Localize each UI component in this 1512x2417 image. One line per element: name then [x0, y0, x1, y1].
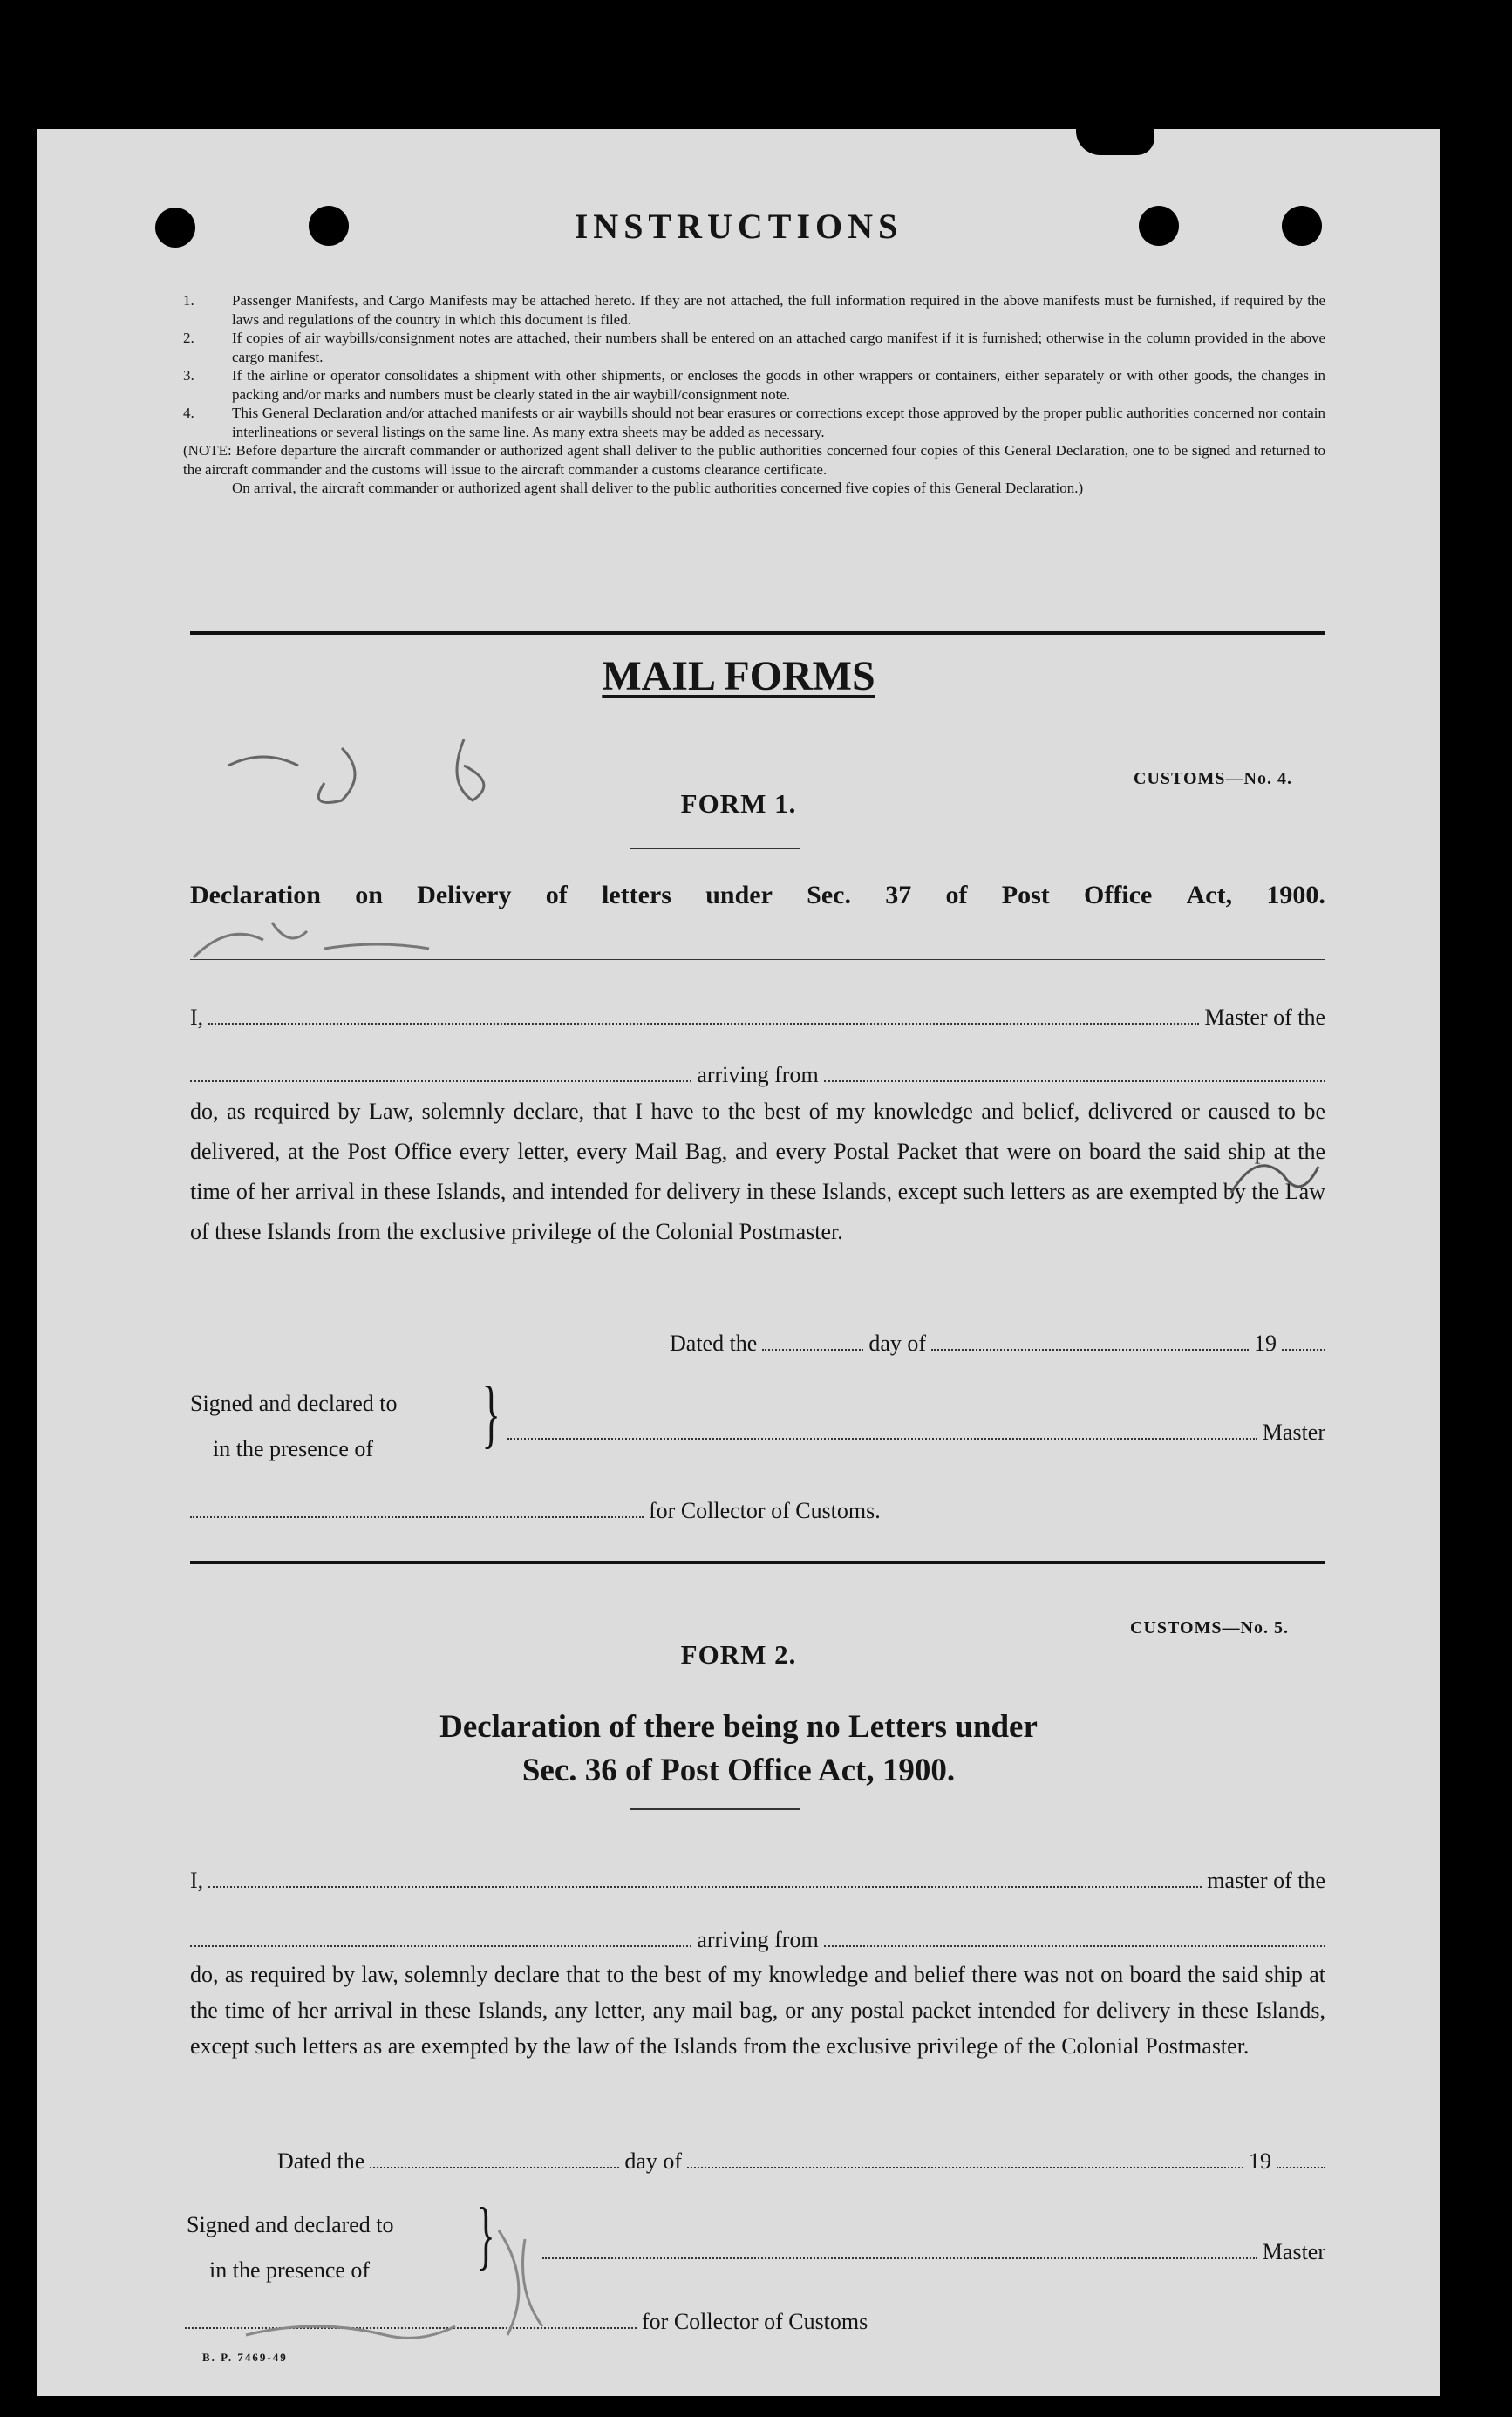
form2-heading-line2: Sec. 36 of Post Office Act, 1900. — [521, 1753, 956, 1788]
form1-collector-line — [190, 1498, 975, 1524]
handwriting-scribble — [211, 2213, 577, 2361]
heading-word: 1900. — [1266, 881, 1325, 909]
arriving-from-label: arriving from — [697, 1062, 819, 1087]
heading-word: of — [545, 881, 568, 909]
instruction-item — [183, 291, 1325, 329]
instruction-note-continued: On arrival, the aircraft commander or authorized agent shall deliver to the public authorities concerned five copies of this General Declaration.) — [232, 480, 1084, 496]
collector-label: for Collector of Customs — [642, 2309, 868, 2334]
heading-word: Office — [1084, 881, 1153, 909]
master-label: Master — [1262, 2239, 1325, 2264]
instruction-note: (NOTE: Before departure the aircraft commander or authorized agent shall deliver to the public authorities concerned four copies of this General Declaration, one to be signed and returned to the aircraft commander and the customs will issue to the aircraft commander a customs clearance certificate. — [183, 442, 1325, 478]
form2-title-rule — [630, 1808, 800, 1810]
origin-blank[interactable] — [824, 1928, 1325, 1947]
form1-dated-line — [670, 1331, 1325, 1357]
torn-corner — [1076, 129, 1154, 155]
instruction-item — [183, 329, 1325, 366]
master-of-the-label: Master of the — [1204, 1004, 1325, 1030]
mail-forms-title: MAIL FORMS — [602, 653, 875, 699]
master-label: Master — [1262, 1420, 1325, 1445]
document-page — [37, 129, 1440, 2396]
instruction-item — [183, 404, 1325, 441]
heading-word: under — [705, 881, 773, 909]
signed-label-line2: in the presence of — [209, 2257, 371, 2283]
form1-declaration-body: do, as required by Law, solemnly declare, that I have to the best of my knowledge and belief, delivered or caused to be delivered, at the Post Office every letter, every Mail Bag, and every Postal Packet that were on board the said ship at the time of her arrival in these Islands, and intended for delivery in these Islands, except such letters as are exempted by the Law of these Islands from the exclusive privilege of the Colonial Postmaster. — [190, 1099, 1325, 1244]
form1-arriving-line — [190, 1062, 1325, 1088]
month-blank[interactable] — [687, 2149, 1243, 2168]
heading-word: Act, — [1186, 881, 1233, 909]
form1-signed-label — [190, 1381, 398, 1472]
name-blank[interactable] — [208, 1869, 1202, 1888]
form2-title: FORM 2. — [680, 1639, 797, 1670]
arriving-from-label: arriving from — [697, 1927, 819, 1952]
handwriting-scribble — [176, 731, 577, 992]
instruction-item — [183, 366, 1325, 404]
instruction-number: 3. — [183, 367, 194, 384]
collector-signature-blank[interactable] — [190, 1499, 644, 1518]
handwriting-scribble — [1223, 1140, 1327, 1210]
master-of-the-label: master of the — [1207, 1868, 1325, 1893]
day-blank[interactable] — [762, 1331, 863, 1351]
heading-word: Sec. — [807, 881, 851, 909]
i-label: I, — [190, 1868, 204, 1893]
instructions-list — [183, 291, 1325, 498]
heading-word: of — [945, 881, 968, 909]
origin-blank[interactable] — [824, 1063, 1325, 1082]
instruction-text: If the airline or operator consolidates a shipment with other shipments, or encloses the goods in other wrappers or containers, either separately or with other goods, the changes in packing and/or marks and numbers must be clearly stated in the air waybill/consignment note. — [232, 367, 1325, 403]
form2-master-line — [190, 1868, 1325, 1894]
form1-title: FORM 1. — [680, 788, 797, 819]
ship-name-blank[interactable] — [190, 1063, 691, 1082]
ship-name-blank[interactable] — [190, 1928, 691, 1947]
form2-heading-line1: Declaration of there being no Letters under — [439, 1709, 1038, 1745]
master-signature-blank[interactable] — [542, 2240, 1257, 2259]
instruction-number: 4. — [183, 405, 194, 421]
form1-brace: } — [481, 1372, 501, 1456]
day-of-label: day of — [868, 1331, 927, 1356]
i-label: I, — [190, 1004, 204, 1030]
instruction-text: This General Declaration and/or attached manifests or air waybills should not bear erasures or corrections except those approved by the proper public authorities concerned nor contain interlineations or several listings on the same line. As many extra sheets may be added as necessary. — [232, 405, 1325, 440]
form2-dated-line — [277, 2148, 1325, 2175]
signed-label-line1: Signed and declared to — [190, 1391, 398, 1416]
heading-word: Declaration — [190, 881, 321, 909]
section-divider — [190, 631, 1325, 635]
heading-word: on — [355, 881, 383, 909]
form2-brace: } — [476, 2193, 495, 2277]
form1-master-sign-line — [507, 1420, 1325, 1446]
instructions-title: INSTRUCTIONS — [574, 207, 903, 246]
form2-heading — [37, 1706, 1440, 1793]
instruction-text: Passenger Manifests, and Cargo Manifests may be attached hereto. If they are not attached, the full information required in the above manifests must be furnished, if required by the laws and regulations of the country in which this document is filed. — [232, 292, 1325, 328]
form2-declaration-body: do, as required by law, solemnly declare that to the best of my knowledge and belief there was not on board the said ship at the time of her arrival in these Islands, any letter, any mail bag, or any postal packet intended for delivery in these Islands, except such letters as are exempted by the law of the Islands from the exclusive privilege of the Colonial Postmaster. — [190, 1962, 1325, 2059]
signed-label-line2: in the presence of — [213, 1436, 374, 1461]
form-divider — [190, 1561, 1325, 1564]
form1-title-rule — [630, 848, 800, 849]
form2-customs-number: CUSTOMS—No. 5. — [1130, 1618, 1289, 1637]
day-blank[interactable] — [370, 2149, 619, 2168]
month-blank[interactable] — [931, 1331, 1249, 1351]
instruction-number: 2. — [183, 330, 194, 346]
year-blank[interactable] — [1277, 2149, 1325, 2168]
heading-word: Post — [1001, 881, 1050, 909]
form2-master-sign-line — [542, 2239, 1325, 2265]
heading-word: 37 — [885, 881, 912, 909]
day-of-label: day of — [624, 2148, 683, 2174]
year-blank[interactable] — [1282, 1331, 1325, 1351]
form1-master-line — [190, 1004, 1325, 1031]
instruction-number: 1. — [183, 292, 194, 309]
master-signature-blank[interactable] — [507, 1420, 1257, 1440]
name-blank[interactable] — [208, 1005, 1199, 1025]
collector-label: for Collector of Customs. — [649, 1498, 881, 1523]
instruction-text: If copies of air waybills/consignment notes are attached, their numbers shall be entered on an attached cargo manifest if it is furnished; otherwise in the column provided in the above cargo manifest. — [232, 330, 1325, 365]
year-prefix: 19 — [1254, 1331, 1277, 1356]
printer-code: B. P. 7469-49 — [202, 2351, 288, 2364]
dated-the-label: Dated the — [670, 1331, 758, 1356]
form2-arriving-line — [190, 1927, 1325, 1953]
heading-word: letters — [602, 881, 671, 909]
dated-the-label: Dated the — [277, 2148, 365, 2174]
heading-word: Delivery — [417, 881, 512, 909]
year-prefix: 19 — [1249, 2148, 1271, 2174]
form1-customs-number: CUSTOMS—No. 4. — [1134, 769, 1292, 788]
signed-label-line1: Signed and declared to — [187, 2212, 394, 2237]
